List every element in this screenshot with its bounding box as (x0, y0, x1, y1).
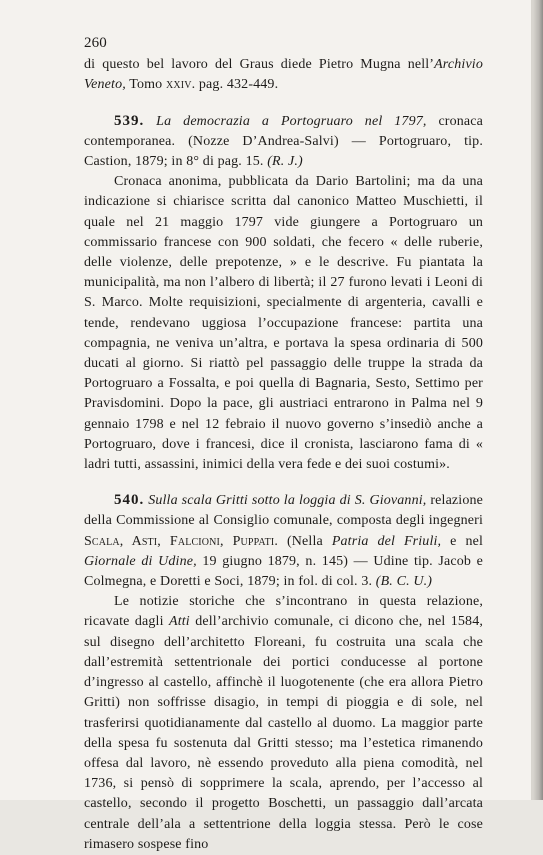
entry-540-newspaper-1: Patria del Friuli, (331, 533, 442, 549)
intro-paragraph (84, 55, 483, 95)
entry-539-heading (84, 111, 483, 173)
page-number: 260 (84, 35, 107, 51)
entry-539-number: 539. (114, 112, 145, 129)
intro-text-2: Tomo (125, 77, 166, 93)
intro-volume: xxiv (166, 77, 192, 93)
entry-540-citation: relazione della Commissione al Consiglio comunale, composta degli ingegneri (84, 493, 483, 529)
entry-540-title: Sulla scala Gritti sotto la loggia di S. Giovanni, (148, 493, 427, 509)
entry-539-title: La democrazia a Portogruaro nel 1797, (156, 113, 427, 129)
entry-540-citation-3: e nel (441, 533, 483, 549)
entry-540-newspaper-2: Giornale di Udine, (84, 553, 197, 569)
entry-540-number: 540. (114, 492, 145, 509)
intro-journal: Archivio Veneto, (84, 57, 483, 93)
entry-540-body-text-2: dell’archivio comunale, ci dicono che, nel 1584, sul disegno dell’architetto Floreani, fu costruita una scala che dall’estremità settentrionale dei portici conducesse al portone d’ingresso al castello, affinchè il luogotenente (che era allora Pietro Gritti) non soffrisse disagio, in tempi di pioggia e di sole, nel trasferirsi quotidianamente dal castello al duomo. La maggior parte della spesa fu sostenuta dal Gritti stesso; ma l’estetica rimanendo offesa dal lavoro, nè essendo proveduto alla piena comodità, nel 1736, si pensò di sopprimere la scala, aprendo, per l’accesso al castello, secondo il progetto Boschetti, un passaggio dall’arcata centrale dell’ala a settentrione della loggia stessa. Però le cose rimasero sospese fino (84, 614, 483, 852)
entry-540-body-text: Le notizie storiche che s’incontrano in questa relazione, ricavate dagli (84, 594, 483, 630)
entry-540-initials: (B. C. U.) (375, 574, 433, 590)
intro-text: di questo bel lavoro del Graus diede Pietro Mugna nell’ (84, 57, 435, 73)
entry-540-engineers: Scala, Asti, Falcioni, Puppati (84, 533, 275, 549)
page-text (84, 33, 483, 855)
entry-540-body (84, 592, 483, 855)
page-edge (533, 0, 543, 800)
entry-540-heading (84, 490, 483, 592)
entry-540-citation-2: . (Nella (274, 533, 332, 549)
entry-539-initials: (R. J.) (267, 154, 303, 170)
entry-540-citation-4: 19 giugno 1879, n. 145) — Udine tip. Jacob e Colmegna, e Doretti e Soci, 1879; in fol. di col. 3. (84, 553, 483, 590)
entry-539-body: Cronaca anonima, pubblicata da Dario Bartolini; ma da una indicazione si chiarisce scritta dal canonico Matteo Muschietti, il quale nel 21 maggio 1797 vide giungere a Portogruaro un commissario francese con 900 soldati, che fecero « delle ruberie, delle violenze, delle prepotenze, » e le descrive. Fu piantata la municipalità, ma non l’albero di libertà; il 27 furono levati i Leoni di S. Marco. Molte requisizioni, specialmente di argenteria, cavalli e tende, rendevano uggiosa l’occupazione francese: partita una compagnia, ne veniva un’altra, e portava la spesa ordinaria di 500 ducati al giorno. Si riattò pel passaggio delle truppe la strada da Portogruaro a Fossalta, e poi quella di Bagnaria, Sesto, Settimo per Pravisdomini. Dopo la pace, gli austriaci entrarono in Palma nel 9 gennaio 1798 e nel 12 febraio il nuovo governo s’insediò anche a Portogruaro, dove i francesi, dice il cronista, lasciarono fama di « ladri tutti, assassini, inimici della vera fede e dei suoi costumi». (84, 174, 483, 473)
intro-text-3: . pag. 432-449. (191, 77, 279, 93)
entry-540-body-italic: Atti (169, 614, 190, 630)
entry-539-citation: cronaca contemporanea. (Nozze D’Andrea-Salvi) — Portogruaro, tip. Castion, 1879; in 8° di pag. 15. (84, 113, 484, 170)
